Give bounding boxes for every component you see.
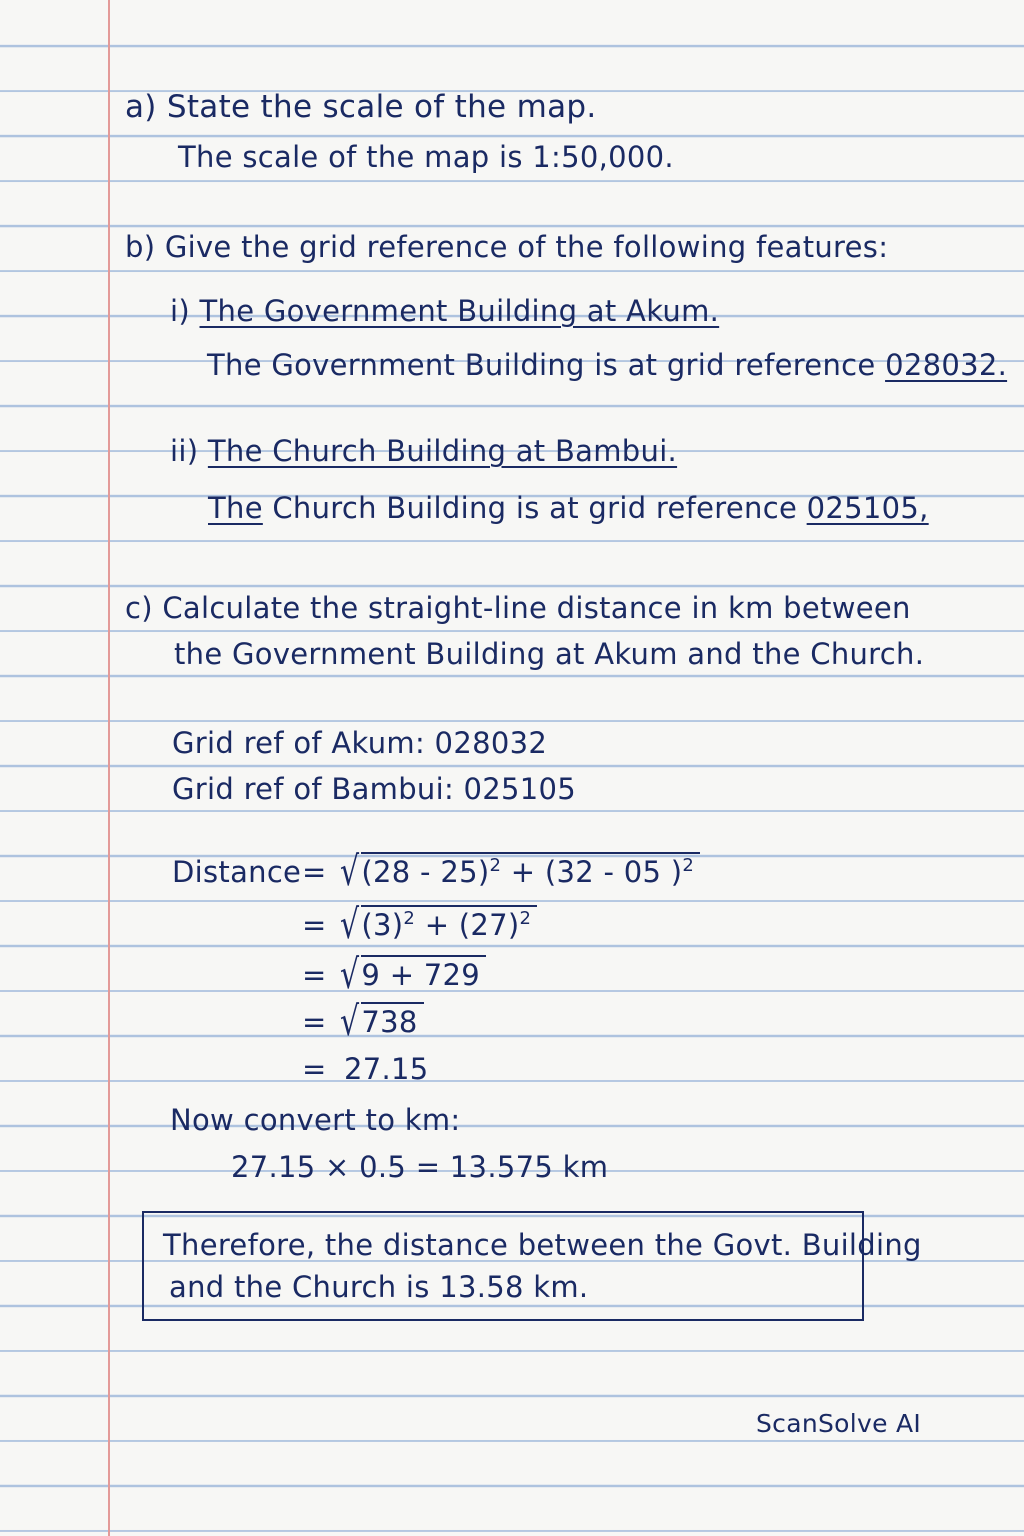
feature-b-ii: The Church Building at Bambui.	[207, 434, 678, 468]
distance-step-5: 27.15	[344, 1052, 429, 1086]
equals-5: =	[302, 1052, 327, 1086]
answer-b-i-text: The Government Building is at grid reference	[207, 348, 876, 382]
sqrt-icon: √	[340, 901, 360, 949]
sqrt-icon: √	[340, 848, 360, 896]
equals-2: =	[302, 908, 327, 942]
grid-ref-akum: Grid ref of Akum: 028032	[172, 726, 548, 760]
feature-b-i: The Government Building at Akum.	[199, 294, 720, 328]
equals-3: =	[302, 958, 327, 992]
distance-step-3: √9 + 729	[340, 955, 486, 991]
question-b: b) Give the grid reference of the following features:	[125, 230, 889, 264]
question-a: a) State the scale of the map.	[125, 89, 597, 125]
answer-b-ii-text: Church Building is at grid reference	[272, 491, 798, 525]
sqrt-icon: √	[340, 998, 360, 1046]
question-c-line2: the Government Building at Akum and the Church.	[174, 637, 925, 671]
sqrt-icon: √	[340, 951, 360, 999]
answer-a: The scale of the map is 1:50,000.	[178, 140, 674, 174]
question-b-ii	[170, 434, 678, 468]
watermark: ScanSolve AI	[756, 1409, 922, 1438]
margin-line	[108, 0, 110, 1536]
question-b-i	[170, 294, 720, 328]
equals-4: =	[302, 1005, 327, 1039]
answer-b-i-ref: 028032.	[885, 348, 1008, 382]
conclusion-line2: and the Church is 13.58 km.	[169, 1270, 589, 1304]
convert-calc: 27.15 × 0.5 = 13.575 km	[231, 1150, 609, 1184]
distance-step-4: √738	[340, 1002, 424, 1038]
distance-step-1: √(28 - 25)$^2$ + (32 - 05 )$^2$	[340, 852, 700, 888]
grid-ref-bambui: Grid ref of Bambui: 025105	[172, 772, 577, 806]
equals-1: =	[302, 855, 327, 889]
distance-label: Distance	[172, 855, 302, 889]
conclusion-line1: Therefore, the distance between the Govt. Building	[163, 1228, 922, 1262]
label-b-i: i)	[170, 294, 190, 328]
distance-step-2: $√(3)^2 + (27)^2$	[340, 905, 537, 941]
answer-b-ii	[208, 491, 929, 525]
question-c-line1: c) Calculate the straight-line distance in km between	[125, 591, 911, 625]
convert-label: Now convert to km:	[170, 1103, 461, 1137]
answer-b-ii-lead: The	[208, 491, 263, 525]
label-b-ii: ii)	[170, 434, 199, 468]
answer-b-ii-ref: 025105,	[806, 491, 929, 525]
answer-b-i	[207, 348, 1008, 382]
